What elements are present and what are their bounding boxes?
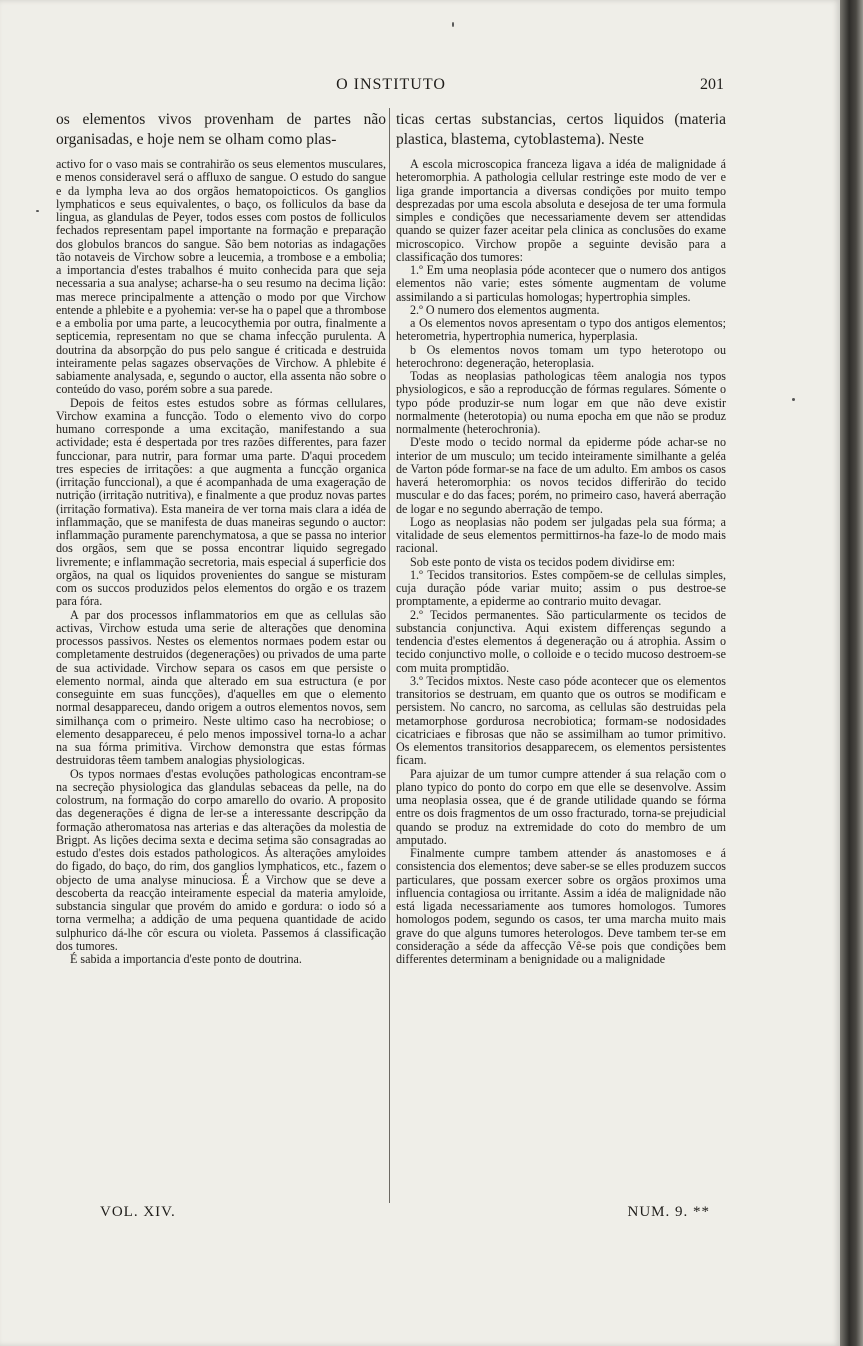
right-paragraph: A escola microscopica franceza ligava a idéa de malignidade á heteromorphia. A pathologia cellular restringe este modo de ver e liga grande importancia a diversas condições por muito tempo desprezadas por uma escola absoluta e desejosa de ter uma formula simples e condições que necessariamente devem ser attendidas quando se quizer fazer aceitar pela clinica as conclusões do exame microscopico. Virchow propõe a seguinte devisão para a classificação dos tumores:: [396, 157, 726, 264]
book-spine-edge: [840, 0, 863, 1346]
left-paragraph: Depois de feitos estes estudos sobre as fórmas cellulares, Virchow examina a funcção. Todo o elemento vivo do corpo humano corresponde a uma excitação, manifestando a sua actividade; esta é despertada por tres razões differentes, para fazer funccionar, para nutrir, para formar uma parte. D'aqui procedem tres especies de irritações: a que augmenta a funcção organica (irritação funccional), a que é acompanhada de uma exageração de nutrição (irritação nutritiva), e finalmente a que produz novas partes (irritação formativa). Esta maneira de ver torna mais clara a idéa de inflammação, que se manifesta de duas maneiras segundo o auctor: inflammação puramente parenchymatosa, a que se passa no interior dos orgãos, sem que se possa encontrar liquido segregado livremente; e inflammação secretoria, mais especial á superficie dos orgãos, na qual os liquidos provenientes do sangue se misturam com os succos produzidos pelos elementos do orgão e os trazem para fóra.: [56, 395, 386, 609]
volume-label: VOL. XIV.: [100, 1204, 176, 1220]
ink-speck: [36, 210, 39, 212]
right-paragraph: Para ajuizar de um tumor cumpre attender á sua relação com o plano typico do ponto do corpo em que elle se desenvolve. Assim uma neoplasia ossea, que é de grande utilidade quando se fórma entre os dois fragmentos de um osso fracturado, torna-se prejudicial quando se produz na extremidade do coto do membro de um amputado.: [396, 766, 726, 847]
right-paragraph: 1.º Tecidos transitorios. Estes compõem-se de cellulas simples, cuja duração póde variar muito; assim o pus destroe-se promptamente, a epiderme ao contrario muito devagar.: [396, 567, 726, 609]
journal-title: O INSTITUTO: [336, 76, 446, 93]
left-paragraph: É sabida a importancia d'este ponto de doutrina.: [70, 952, 302, 966]
ink-speck: [452, 22, 454, 27]
left-paragraph: activo for o vaso mais se contrahirão os seus elementos musculares, e menos consideravel será o affluxo de sangue. O estudo do sangue e da lympha leva ao dos orgãos hematopoicticos. Os ganglios lymphaticos e seus equivalentes, o baço, os folliculos da base da lingua, as glandulas de Peyer, todos esses com postos de folliculos fechados representam papel importante na formação e preparação dos globulos brancos do sangue. São bem notorias as indagações tão notaveis de Virchow sobre a leucemia, a trombose e a embolia; a importancia d'estes trabalhos é muito conhecida para que seja necessaria a sua analyse; acharse-ha o seu resumo na decima lição: mas merece principalmente a attenção o modo por que Virchow entende a phlebite e a pyohemia: ver-se ha o papel que a thrombose e a embolia por uma parte, a leucocythemia por outra, finalmente a septicemia, representam no que se chama infecção purulenta. A doutrina da absorpção do pus pelo sangue é criticada e destruida inteiramente pelas sagazes observações de Virchow. A phlebite é sabiamente analysada, e, segundo o auctor, ella assenta não sobre o conteúdo do vaso, porém sobre a sua parede.: [56, 157, 386, 397]
right-paragraph: 3.º Tecidos mixtos. Neste caso póde acontecer que os elementos transitorios se destruam, em quanto que os outros se modificam e persistem. No cancro, no sarcoma, as cellulas são destruidas pela metamorphose gordurosa necrobiotica; formam-se nodosidades cicatriciaes e fibrosas que não se assimilham ao tumor primitivo. Os elementos transitorios desapparecem, os elementos persistentes ficam.: [396, 673, 726, 768]
right-paragraph: 1.º Em uma neoplasia póde acontecer que o numero dos antigos elementos não varie; estes sómente augmentam de volume assimilando a si particulas homologas; hypertrophia simples.: [396, 263, 726, 304]
page-number: 201: [700, 76, 724, 93]
right-paragraph: a Os elementos novos apresentam o typo dos antigos elementos; heterometria, hypertrophia numerica, hyperplasia.: [396, 316, 726, 344]
page-footer: [100, 1204, 710, 1224]
right-paragraph: Todas as neoplasias pathologicas têem analogia nos typos physiologicos, e são a reproducção de fórmas regulares. Sómente o typo póde produzir-se num logar em que não deve existir normalmente (heterotopia) ou numa epocha em que não se produz normalmente (heterochronia).: [396, 369, 726, 436]
issue-label: NUM. 9. **: [627, 1204, 710, 1220]
right-column: [396, 110, 726, 1202]
right-lead-text: ticas certas substancias, certos liquidos (materia plastica, blastema, cytoblastema). Neste: [396, 111, 726, 148]
ink-speck: [792, 398, 795, 401]
left-paragraph: Os typos normaes d'estas evoluções pathologicas encontram-se na secreção physiologica das glandulas sebaceas da pelle, na do colostrum, na formação do corpo amarello do ovario. A proposito das degenerações é digna de ler-se a interessante descripção da formação atheromatosa nas arterias e das alterações da molestia de Brigpt. As lições decima sexta e decima setima são consagradas ao estudo d'estes dois estados pathologicos. Ás alterações amyloides do figado, do baço, do rim, dos ganglios lymphaticos, etc., fazem o objecto de uma analyse minuciosa. É a Virchow que se deve a descoberta da reacção inteiramente especial da materia amyloide, substancia singular que provém do amido e gordura: o iodo só a torna vermelha; a addição de uma pequena quantidade de acido sulphurico dá-lhe côr escura ou violeta. Passemos á classificação dos tumores.: [56, 766, 386, 953]
left-paragraph: A par dos processos inflammatorios em que as cellulas são activas, Virchow estuda uma serie de alterações que denomina processos passivos. Nestes os elementos normaes podem estar ou completamente destruidos (degenerações) ou privados de uma parte de sua actividade. Virchow separa os casos em que persiste o elemento normal, ainda que alterado em sua estructura (e por conseguinte em suas funcções), d'aquelles em que o elemento normal desappareceu, dando origem a outros elementos novos, sem similhança com o primeiro. Neste ultimo caso ha necrobiose; o elemento desappareceu, é pelo menos impossivel torna-lo a achar na sua fórma primitiva. Virchow demonstra que estas fórmas destruidoras têem tambem analogias physiologicas.: [56, 607, 386, 768]
right-paragraph: 2.º O numero dos elementos augmenta.: [410, 302, 600, 317]
right-paragraph: Finalmente cumpre tambem attender ás anastomoses e á consistencia dos elementos; deve saber-se se elles produzem succos particulares, que possam exercer sobre os orgãos proximos uma influencia contagiosa ou irritante. Assim a idéa de malignidade não está ligada necessariamente aos tumores homologos. Tumores homologos podem, segundo os casos, ter uma marcha muito mais grave do que alguns tumores heterologos. Deve tambem ter-se em consideração a séde da affecção Vê-se pois que condições bem differentes determinam a benignidade ou a malignidade: [396, 846, 726, 966]
right-paragraph: Logo as neoplasias não podem ser julgadas pela sua fórma; a vitalidade de seus elementos permittirnos-ha faze-lo de modo mais racional.: [396, 514, 726, 556]
right-paragraph: Sob este ponto de vista os tecidos podem dividirse em:: [410, 554, 676, 569]
right-paragraph: b Os elementos novos tomam um typo heterotopo ou heterochrono: degeneração, heteroplasia.: [396, 342, 726, 370]
right-paragraph: D'este modo o tecido normal da epiderme póde achar-se no interior de um musculo; um tecido inteiramente similhante a geléa de Varton póde formar-se na face de um adulto. Em ambos os casos haverá heteromorphia: os novos tecidos differirão do tecido muscular e do das faces; porém, no primeiro caso, haverá aberração de logar e no segundo aberração de tempo.: [396, 435, 726, 516]
column-rule: [389, 108, 390, 1203]
running-head: [58, 76, 724, 98]
left-column: [56, 110, 386, 1202]
right-paragraph: 2.º Tecidos permanentes. São particularmente os tecidos de substancia conjunctiva. Aqui existem differenças segundo a tendencia d'estes elementos á degeneração ou á atrophia. Assim o tecido conjunctivo molle, o colloide e o tecido mucoso destroem-se com muita promptidão.: [396, 607, 726, 675]
left-lead-text: os elementos vivos provenham de partes não organisadas, e hoje nem se olham como plas-: [56, 111, 386, 148]
